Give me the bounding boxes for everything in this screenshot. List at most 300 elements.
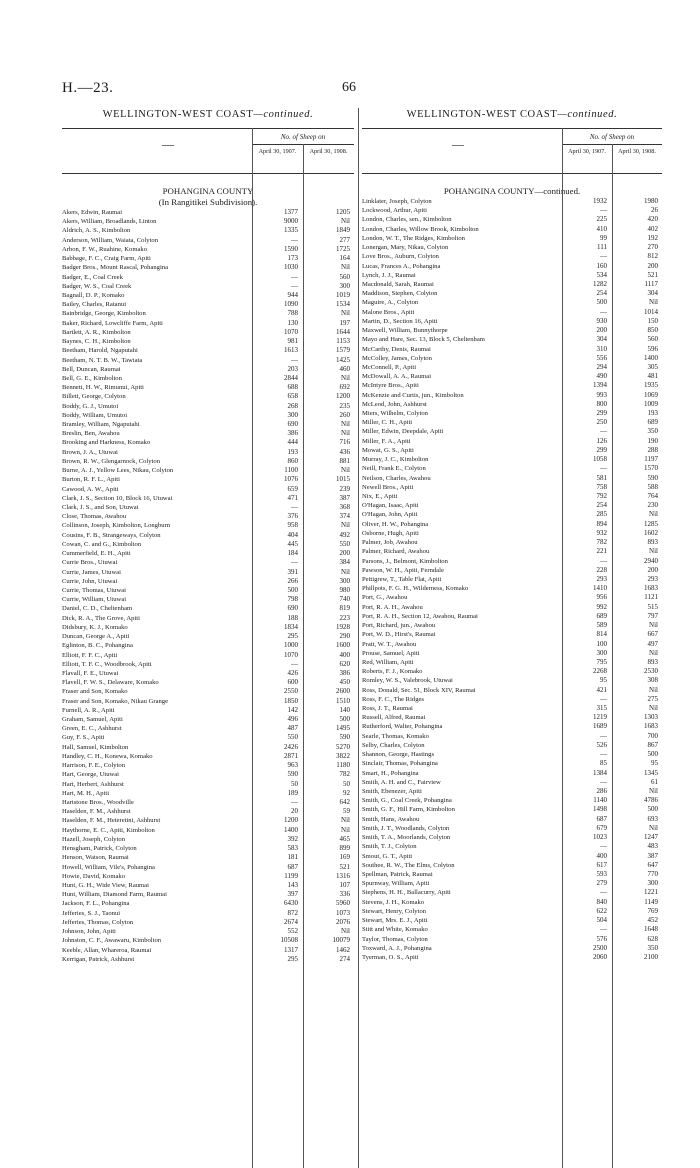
table-row: [362, 483, 662, 492]
sheep-1908: 500: [339, 715, 350, 724]
table-row: [362, 861, 662, 870]
owner-name: Rutherford, Walter, Pohangina: [362, 723, 443, 731]
owner-name: Pawson, W. H., Apiti, Ferndale: [362, 566, 444, 574]
owner-name: Hall, Samuel, Kimbolton: [62, 743, 129, 751]
sheep-1907: 1000: [284, 641, 298, 650]
sheep-1908: 867: [647, 740, 658, 749]
sheep-1907: 20: [291, 807, 298, 816]
owner-name: Baynes, C. H., Kimbolton: [62, 338, 131, 346]
sheep-1908: Nil: [649, 704, 658, 713]
table-row: [362, 575, 662, 584]
sheep-1908: 1019: [336, 290, 350, 299]
table-row: [62, 540, 354, 549]
sheep-1907: —: [600, 556, 607, 565]
sheep-1908: 150: [647, 316, 658, 325]
table-row: [362, 750, 662, 759]
table-row: [362, 953, 662, 962]
table-row: [362, 676, 662, 685]
sheep-1908: 197: [339, 318, 350, 327]
sheep-1907: 687: [287, 862, 298, 871]
sheep-1907: 268: [287, 401, 298, 410]
sheep-1908: 1285: [644, 519, 658, 528]
table-row: [362, 492, 662, 501]
table-row: [362, 354, 662, 363]
owner-name: Smith, T. J., Colyton: [362, 843, 417, 851]
table-row: [62, 429, 354, 438]
sheep-1908: 521: [647, 270, 658, 279]
owner-name: Eglinton, B. C., Pohangina: [62, 642, 133, 650]
sheep-1908: Nil: [649, 648, 658, 657]
table-row: [362, 824, 662, 833]
table-row: [362, 621, 662, 630]
sheep-1907: 1834: [284, 622, 298, 631]
owner-name: Cowan, C. and G., Kimbolton: [62, 540, 142, 548]
sheep-1907: 687: [596, 814, 607, 823]
owner-name: Babbage, F. C., Craig Farm, Apiti: [62, 255, 151, 263]
sheep-1907: 99: [600, 233, 607, 242]
sheep-1907: 50: [291, 779, 298, 788]
sheep-1908: 1205: [336, 208, 350, 216]
sheep-1908: 61: [651, 777, 658, 786]
table-row: [362, 916, 662, 925]
table-row: [62, 807, 354, 816]
table-row: [362, 474, 662, 483]
sheep-1908: 95: [651, 759, 658, 768]
owner-name: Tyerman, O. S., Apiti: [362, 953, 419, 961]
owner-name: Port, W. D., Hirst's, Raumai: [362, 631, 436, 639]
sheep-1908: 169: [339, 853, 350, 862]
sheep-1908: 200: [647, 565, 658, 574]
table-row: [362, 888, 662, 897]
table-row: [62, 356, 354, 365]
sheep-1908: Nil: [341, 927, 350, 936]
table-row: [62, 411, 354, 420]
sheep-1908: 1602: [644, 528, 658, 537]
table-row: [62, 936, 354, 945]
owner-name: Selby, Charles, Colyton: [362, 741, 425, 749]
owner-name: Baker, Richard, Lowcliffe Farm, Apiti: [62, 319, 163, 327]
table-row: [62, 623, 354, 632]
table-row: [362, 215, 662, 224]
owner-name: Badger, W. S., Coal Creek: [62, 282, 132, 290]
table-row: [362, 455, 662, 464]
table-row: [62, 208, 354, 217]
sheep-1907: 421: [596, 685, 607, 694]
table-row: [362, 225, 662, 234]
sheep-1908: 450: [339, 678, 350, 687]
sheep-1908: 350: [647, 943, 658, 952]
owner-name: Arbon, F. W., Ruahine, Komako: [62, 245, 148, 253]
table-row: [362, 593, 662, 602]
owner-name: Haselden, F. M., Heteretini, Ashhurst: [62, 817, 161, 825]
table-row: [362, 298, 662, 307]
sheep-1907: 1090: [284, 300, 298, 309]
sheep-1908: 797: [647, 611, 658, 620]
region-title: [362, 108, 662, 122]
sheep-1907: 188: [287, 613, 298, 622]
sheep-1907: 590: [287, 770, 298, 779]
sheep-1907: —: [600, 427, 607, 436]
sheep-1908: 260: [339, 410, 350, 419]
sheep-1908: 436: [339, 447, 350, 456]
table-row: [362, 529, 662, 538]
sheep-1907: 2844: [284, 373, 298, 382]
sheep-1907: 254: [596, 501, 607, 510]
table-row: [362, 326, 662, 335]
table-row: [62, 236, 354, 245]
table-row: [62, 909, 354, 918]
sheep-1908: 465: [339, 834, 350, 843]
table-row: [62, 226, 354, 235]
sheep-1908: 190: [647, 436, 658, 445]
table-row: [62, 595, 354, 604]
table-row: [362, 400, 662, 409]
region-title: [62, 108, 354, 122]
sheep-1907: 1498: [593, 805, 607, 814]
sheep-1908: 881: [339, 456, 350, 465]
sheep-1908: 689: [647, 418, 658, 427]
sheep-1907: 254: [596, 289, 607, 298]
sheep-1908: 270: [647, 243, 658, 252]
owner-name: Jefferies, Thomas, Colyton: [62, 918, 134, 926]
sheep-1907: 550: [287, 733, 298, 742]
sheep-1907: 944: [287, 290, 298, 299]
sheep-1908: 1980: [644, 197, 658, 205]
owner-name: Haythorne, E. C., Apiti, Kimbolton: [62, 826, 155, 834]
owner-name: Taylor, Thomas, Colyton: [362, 935, 428, 943]
table-row: [62, 273, 354, 282]
sheep-1908: 26: [651, 206, 658, 215]
sheep-1908: 590: [339, 733, 350, 742]
owner-name: Bainbridge, George, Kimbolton: [62, 310, 146, 318]
owner-name: Miers, Wilhelm, Colyton: [362, 410, 428, 418]
table-row: [362, 427, 662, 436]
sheep-1908: Nil: [341, 373, 350, 382]
owner-name: Green, E. C., Ashhurst: [62, 725, 122, 733]
sheep-1908: 1425: [336, 355, 350, 364]
table-row: [362, 335, 662, 344]
owner-name: O'Hagan, Isaac, Apiti: [362, 502, 419, 510]
sheep-1908: 1928: [336, 622, 350, 631]
owner-name: Smart, H., Pohangina: [362, 769, 419, 777]
owner-name: Currie Bros., Utuwai: [62, 559, 118, 567]
owner-name: Murray, J. C., Kimbolton: [362, 456, 429, 464]
rows-right: [362, 197, 662, 962]
owner-name: Akers, Edwin, Raumai: [62, 209, 123, 216]
owner-name: Phillpots, F. G. H., Wilderness, Komako: [362, 585, 469, 593]
sheep-1908: 460: [339, 364, 350, 373]
owner-name: Keeble, Allan, Wharerоа, Raumai: [62, 946, 152, 954]
sheep-1907: 1199: [284, 871, 298, 880]
sheep-1908: Nil: [341, 816, 350, 825]
county-heading: POHANGINA COUNTY—continued.: [443, 186, 581, 196]
table-row: [362, 280, 662, 289]
owner-name: Love Bros., Auburn, Colyton: [362, 253, 439, 261]
sheep-1907: 225: [596, 215, 607, 224]
sheep-1908: 770: [647, 869, 658, 878]
owner-name: London, Charles, sen., Kimbolton: [362, 216, 452, 224]
left-column: [62, 108, 354, 964]
owner-name: Handley, C. H., Konewa, Komako: [62, 752, 153, 760]
sheep-1908: 500: [647, 805, 658, 814]
table-row: [62, 448, 354, 457]
sheep-1907: 2550: [284, 687, 298, 696]
owner-name: Brooking and Harkness, Komako: [62, 439, 151, 447]
sheep-1907: 1850: [284, 696, 298, 705]
table-row: [362, 759, 662, 768]
sheep-1907: 304: [596, 335, 607, 344]
sheep-1908: 716: [339, 438, 350, 447]
sheep-1908: 10079: [332, 936, 350, 945]
sheep-1907: 299: [596, 409, 607, 418]
sheep-1908: Nil: [341, 429, 350, 438]
sheep-1907: —: [291, 659, 298, 668]
date-1908-header: April 30, 1908.: [618, 148, 656, 155]
sheep-1908: 387: [647, 851, 658, 860]
sheep-1908: 1015: [336, 475, 350, 484]
owner-name: Port, G., Awahou: [362, 594, 408, 602]
owner-name: Macdonald, Sarah, Raumai: [362, 280, 434, 288]
sheep-1908: 647: [647, 860, 658, 869]
owner-name: Akers, William, Broadlands, Linton: [62, 218, 157, 226]
owner-name: Mayo and Hare, Sec. 13, Block 5, Cheltenham: [362, 336, 485, 344]
owner-name: Hart, George, Utuwai: [62, 771, 120, 779]
owner-name: Stitt and White, Komako: [362, 926, 428, 934]
sheep-1907: 6430: [284, 899, 298, 908]
table-row: [62, 328, 354, 337]
owner-name: Roberts, F. J., Komako: [362, 668, 423, 676]
owner-name: Clark, J. S., Section 10, Block 16, Utuwai: [62, 494, 173, 502]
owner-name: Boddy, G. J., Umutoi: [62, 402, 119, 410]
table-row: [62, 494, 354, 503]
sheep-1907: 932: [596, 528, 607, 537]
sheep-1908: 550: [339, 539, 350, 548]
sheep-1908: 521: [339, 862, 350, 871]
table-row: [362, 769, 662, 778]
sheep-1908: 2530: [644, 667, 658, 676]
sheep-1907: 142: [287, 705, 298, 714]
sheep-1908: 3822: [336, 751, 350, 760]
right-column: [362, 108, 662, 962]
sheep-1908: 492: [339, 530, 350, 539]
table-row: [62, 300, 354, 309]
owner-name: Nix, E., Apiti: [362, 493, 398, 500]
sheep-1907: 1100: [284, 466, 298, 475]
sheep-1907: 181: [287, 853, 298, 862]
table-row: [62, 789, 354, 798]
sheep-1907: 1335: [284, 226, 298, 235]
owner-name: Badger Bros., Mount Rascal, Pohangina: [62, 264, 169, 272]
sheep-1908: Nil: [649, 823, 658, 832]
sheep-1908: 293: [647, 574, 658, 583]
region-title-text: WELLINGTON-WEST COAST: [406, 109, 558, 120]
sheep-1908: 769: [647, 906, 658, 915]
sheep-1907: 556: [596, 353, 607, 362]
sheep-1907: 860: [287, 456, 298, 465]
sheep-1907: 504: [596, 916, 607, 925]
sheep-1908: 1725: [336, 244, 350, 253]
owner-name: Martin, D., Section 16, Apiti: [362, 317, 438, 325]
table-row: [362, 935, 662, 944]
owner-name: Breslin, Ben, Awahou: [62, 430, 120, 438]
owner-name: Oliver, H. W., Pohangina: [362, 520, 429, 528]
owner-name: McCarthy, Denis, Raumai: [362, 345, 431, 353]
sheep-1907: 2871: [284, 751, 298, 760]
table-row: [62, 383, 354, 392]
sheep-1907: 1030: [284, 263, 298, 272]
table-row: [362, 741, 662, 750]
table-row: [362, 630, 662, 639]
table-row: [62, 651, 354, 660]
table-row: [62, 475, 354, 484]
sheep-1908: 560: [647, 335, 658, 344]
sheep-1908: Nil: [649, 787, 658, 795]
sheep-1907: —: [291, 503, 298, 511]
owner-name: London, W. T., The Ridges, Kimbolton: [362, 234, 465, 242]
sheep-1908: Nil: [649, 298, 658, 307]
table-row: [362, 732, 662, 741]
sheep-1907: 1200: [284, 816, 298, 825]
sheep-1908: 239: [339, 484, 350, 493]
table-row: [362, 197, 662, 206]
owner-name: Southee, R. W., The Elms, Colyton: [362, 861, 455, 869]
owner-name: Clark, J. S., and Son, Utuwai: [62, 504, 139, 511]
date-1907-header: April 30, 1907.: [258, 148, 297, 155]
owner-name: McDowall, A. A., Raumai: [362, 373, 432, 381]
sheep-1907: 788: [287, 309, 298, 318]
table-row: [362, 252, 662, 261]
owner-name: Red, William, Apiti: [362, 658, 414, 666]
table-row: [362, 381, 662, 390]
sheep-1907: 471: [287, 493, 298, 502]
sheep-1908: 452: [647, 916, 658, 925]
sheep-count-header: No. of Sheep on: [562, 130, 662, 145]
owner-name: Harrison, F. E., Colyton: [62, 762, 126, 770]
sheep-1908: Nil: [341, 309, 350, 318]
table-row: [62, 715, 354, 724]
owner-name: Bell, Duncan, Raumai: [62, 365, 121, 373]
sheep-1907: 600: [287, 678, 298, 687]
table-row: [62, 614, 354, 623]
sheep-1908: 336: [339, 890, 350, 899]
sheep-1908: 288: [647, 445, 658, 454]
owner-name: Bell, G. E., Kimbolton: [62, 374, 122, 382]
sheep-1908: 1534: [336, 300, 350, 309]
sheep-1908: Nil: [649, 685, 658, 694]
table-row: [62, 816, 354, 825]
sheep-1907: 583: [287, 844, 298, 853]
sheep-1907: 2060: [593, 952, 607, 961]
sheep-1907: 310: [596, 344, 607, 353]
sheep-1907: 286: [596, 787, 607, 795]
owner-name: Port, R. A. H., Section 12, Awahou, Raumai: [362, 612, 478, 620]
sheep-1908: 350: [647, 427, 658, 436]
sheep-1908: 1149: [644, 897, 658, 906]
table-row: [362, 437, 662, 446]
owner-name: Didsbury, K. J., Komako: [62, 623, 128, 631]
sheep-1907: 758: [596, 482, 607, 491]
name-column-dash: —: [162, 137, 174, 151]
sheep-1907: 285: [596, 510, 607, 519]
column-divider: [358, 108, 359, 1168]
sheep-1907: —: [600, 888, 607, 897]
table-row: [362, 787, 662, 796]
owner-name: Smith, A. H. and C., Fairview: [362, 778, 441, 786]
sheep-1908: 980: [339, 585, 350, 594]
owner-name: Fraser and Son, Komako: [62, 688, 128, 696]
sheep-1907: 295: [287, 954, 298, 963]
table-row: [62, 604, 354, 613]
owner-name: Hensgham, Patrick, Colyton: [62, 845, 137, 853]
sheep-1908: 483: [647, 842, 658, 851]
sheep-1907: 690: [287, 604, 298, 613]
owner-name: Spurnway, William, Apiti: [362, 880, 430, 888]
sheep-1907: 85: [600, 759, 607, 768]
owner-name: Cousins, F. B., Strangeways, Colyton: [62, 531, 161, 539]
owner-name: Smout, G. T., Apiti: [362, 852, 413, 860]
table-row: [62, 568, 354, 577]
table-row: [362, 243, 662, 252]
sheep-1907: 295: [287, 632, 298, 641]
sheep-1908: 92: [343, 788, 350, 797]
table-row: [62, 697, 354, 706]
table-row: [62, 254, 354, 263]
sheep-1907: 228: [596, 565, 607, 574]
region-title-text: WELLINGTON-WEST COAST: [102, 109, 254, 120]
owner-name: Shannon, George, Hastings: [362, 751, 435, 759]
sheep-1907: 392: [287, 834, 298, 843]
owner-name: Henson, Watson, Raumai: [62, 854, 129, 862]
table-row: [362, 584, 662, 593]
sheep-1908: 596: [647, 344, 658, 353]
owner-name: Beetham, Harold, Ngaputahi: [62, 347, 138, 355]
sheep-1908: Nil: [341, 567, 350, 576]
owner-name: Maguire, A., Colyton: [362, 299, 419, 307]
sheep-1907: 496: [287, 715, 298, 724]
sheep-1907: 2268: [593, 667, 607, 676]
table-row: [62, 291, 354, 300]
table-row: [362, 842, 662, 851]
table-row: [362, 805, 662, 814]
sheep-1908: 1683: [644, 584, 658, 593]
owner-name: Cummerfield, E. H., Apiti: [62, 550, 131, 558]
sheep-1907: 930: [596, 316, 607, 325]
sheep-1908: 1180: [336, 761, 350, 770]
sheep-1907: 391: [287, 567, 298, 576]
table-row: [62, 733, 354, 742]
sheep-1908: 819: [339, 604, 350, 613]
sheep-1907: 622: [596, 906, 607, 915]
sheep-1907: 1140: [593, 796, 607, 805]
owner-name: Prouse, Samuel, Apiti: [362, 649, 420, 657]
table-row: [62, 927, 354, 936]
table-row: [62, 752, 354, 761]
sheep-1908: 893: [647, 657, 658, 666]
table-row: [62, 577, 354, 586]
sheep-1908: 1153: [336, 337, 350, 346]
sheep-1908: 782: [339, 770, 350, 779]
table-row: [362, 234, 662, 243]
sheep-1907: 1590: [284, 244, 298, 253]
table-row: [362, 713, 662, 722]
table-row: [62, 641, 354, 650]
sheep-1907: —: [600, 694, 607, 703]
sheep-1908: 1849: [336, 226, 350, 235]
owner-name: Stevens, J. H., Komako: [362, 898, 425, 906]
sheep-1907: 300: [596, 648, 607, 657]
table-row: [362, 686, 662, 695]
table-row: [62, 761, 354, 770]
